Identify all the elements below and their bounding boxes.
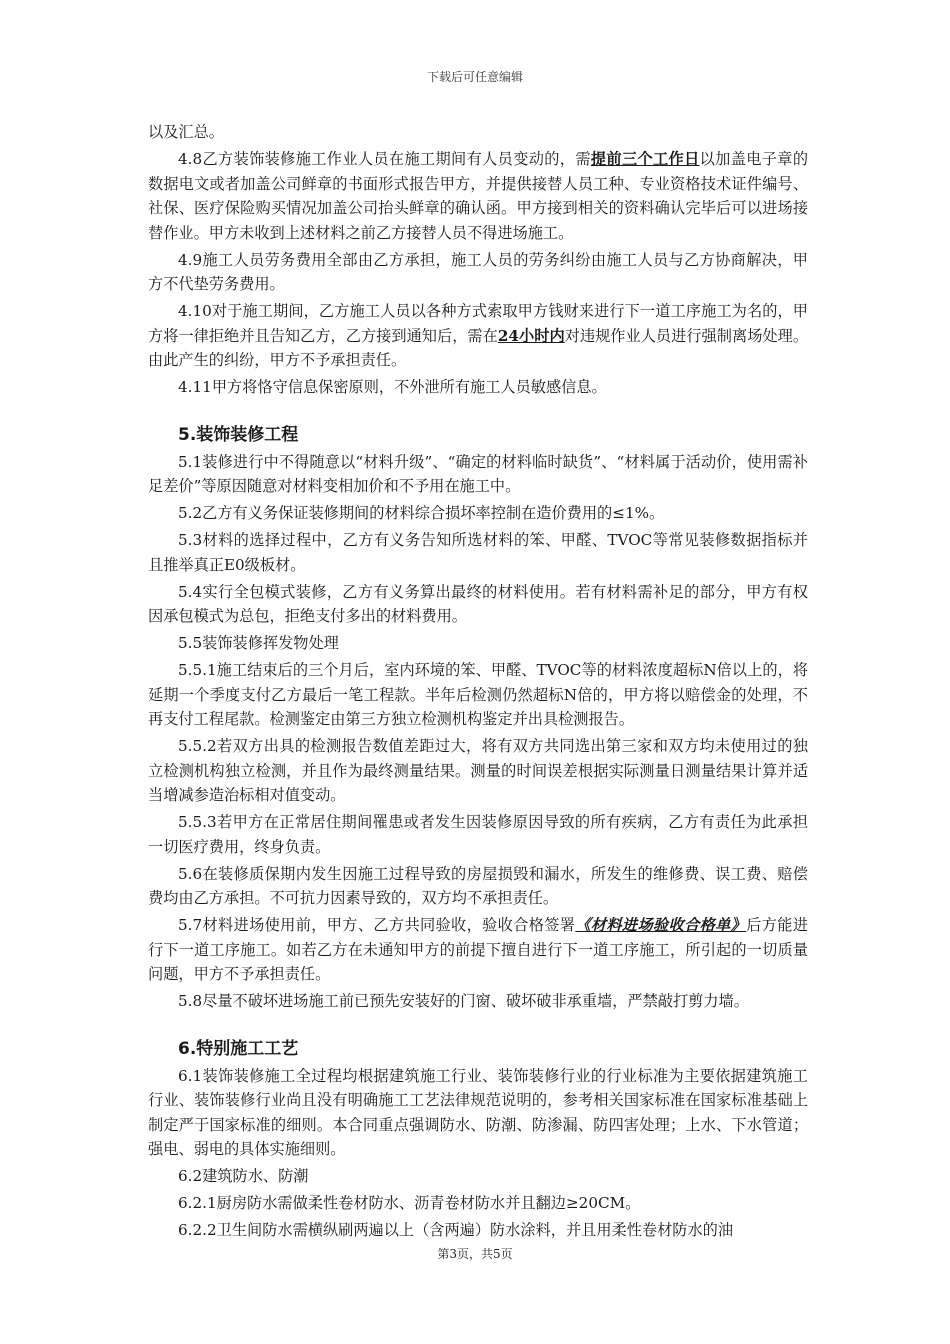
clause-5-6: 5.6在装修质保期内发生因施工过程导致的房屋损毁和漏水，所发生的维修费、误工费、赔偿费均由乙方承担。不可抗力因素导致的，双方均不承担责任。 xyxy=(148,864,808,907)
clause-4-10-text-a: 4.10对于施工期间，乙方施工人员以各种方式索取甲方钱财来进行下一道工序施工为名的，甲方将一律拒绝并且告知乙方，乙方接到通知后，需在 xyxy=(148,302,808,345)
clause-6-2: 6.2建筑防水、防潮 xyxy=(178,1167,309,1185)
clause-4-8-emphasis: 提前三个工作日 xyxy=(590,150,700,168)
clause-5-5: 5.5装饰装修挥发物处理 xyxy=(178,634,339,652)
paragraph-continuation: 以及汇总。 xyxy=(148,123,224,141)
clause-5-7-form-title: 《材料进场验收合格单》 xyxy=(575,916,747,934)
clause-6-1: 6.1装饰装修施工全过程均根据建筑施工行业、装饰装修行业的行业标准为主要依据建筑施工行业、装饰装修行业尚且没有明确施工工艺法律规范说明的，参考相关国家标准在国家标准基础上制定严于国家标准的细则。本合同重点强调防水、防潮、防渗漏、防四害处理；上水、下水管道；强电、弱电的具体实施细则。 xyxy=(148,1066,808,1158)
clause-5-5-2: 5.5.2若双方出具的检测报告数值差距过大，将有双方共同选出第三家和双方均未使用过的独立检测机构独立检测，并且作为最终测量结果。测量的时间误差根据实际测量日测量结果计算并适当增减参造治标相对值变动。 xyxy=(148,737,808,804)
document-body xyxy=(148,120,808,1245)
page-footer: 第3页，共5页 xyxy=(437,1247,513,1261)
clause-4-11: 4.11甲方将恪守信息保密原则，不外泄所有施工人员敏感信息。 xyxy=(178,378,607,396)
clause-4-8-text-c: 以加盖电子章的数据电文或者加盖公司鲜章的书面形式报告甲方，并提供接替人员工种、专业资格技术证件编号、社保、医疗保险购买情况加盖公司抬头鲜章的确认函。甲方接到相关的资料确认完毕后可以进场接替作业。甲方未收到上述材料之前乙方接替人员不得进场施工。 xyxy=(148,150,809,242)
clause-4-8-text-a: 4.8乙方装饰装修施工作业人员在施工期间有人员变动的，需 xyxy=(178,150,591,168)
clause-6-2-1: 6.2.1厨房防水需做柔性卷材防水、沥青卷材防水并且翻边≥20CM。 xyxy=(178,1194,641,1212)
clause-4-10 xyxy=(148,299,808,373)
section-heading-6: 6.特别施工工艺 xyxy=(178,1038,299,1059)
clause-5-7-text-a: 5.7材料进场使用前，甲方、乙方共同验收，验收合格签署 xyxy=(178,916,576,934)
clause-5-1: 5.1装修进行中不得随意以“材料升级”、“确定的材料临时缺货”、“材料属于活动价，使用需补足差价”等原因随意对材料变相加价和不予用在施工中。 xyxy=(148,452,808,495)
clause-4-9: 4.9施工人员劳务费用全部由乙方承担，施工人员的劳务纠纷由施工人员与乙方协商解决，甲方不代垫劳务费用。 xyxy=(148,250,808,293)
clause-4-8 xyxy=(148,147,808,245)
clause-4-10-text-c: 对违规作业人员进行强制离场处理。由此产生的纠纷，甲方不予承担责任。 xyxy=(148,326,809,369)
clause-5-7-text-c: 后方能进行下一道工序施工。如若乙方在未通知甲方的前提下擅自进行下一道工序施工，所引起的一切质量问题，甲方不予承担责任。 xyxy=(148,916,809,983)
clause-5-4: 5.4实行全包模式装修，乙方有义务算出最终的材料使用。若有材料需补足的部分，甲方有权因承包模式为总包，拒绝支付多出的材料费用。 xyxy=(148,582,808,625)
clause-5-5-3: 5.5.3若甲方在正常居住期间罹患或者发生因装修原因导致的所有疾病，乙方有责任为此承担一切医疗费用，终身负责。 xyxy=(148,813,808,856)
clause-4-10-emphasis: 24小时内 xyxy=(497,326,565,345)
clause-5-7 xyxy=(148,913,808,987)
clause-5-2: 5.2乙方有义务保证装修期间的材料综合损坏率控制在造价费用的≤1%。 xyxy=(178,504,665,522)
clause-5-8: 5.8尽量不破坏进场施工前已预先安装好的门窗、破坏破非承重墙，严禁敲打剪力墙。 xyxy=(178,992,749,1010)
clause-6-2-2: 6.2.2卫生间防水需横纵刷两遍以上（含两遍）防水涂料，并且用柔性卷材防水的油 xyxy=(178,1221,734,1239)
clause-5-5-1: 5.5.1施工结束后的三个月后，室内环境的笨、甲醛、TVOC等的材料浓度超标N倍以上的，将延期一个季度支付乙方最后一笔工程款。半年后检测仍然超标N倍的，甲方将以赔偿金的处理，不再支付工程尾款。检测鉴定由第三方独立检测机构鉴定并出具检测报告。 xyxy=(148,661,808,728)
page-header: 下载后可任意编辑 xyxy=(426,70,523,84)
section-heading-5: 5.装饰装修工程 xyxy=(178,424,299,445)
clause-5-3: 5.3材料的选择过程中，乙方有义务告知所选材料的笨、甲醛、TVOC等常见装修数据指标并且推举真正E0级板材。 xyxy=(148,531,808,574)
